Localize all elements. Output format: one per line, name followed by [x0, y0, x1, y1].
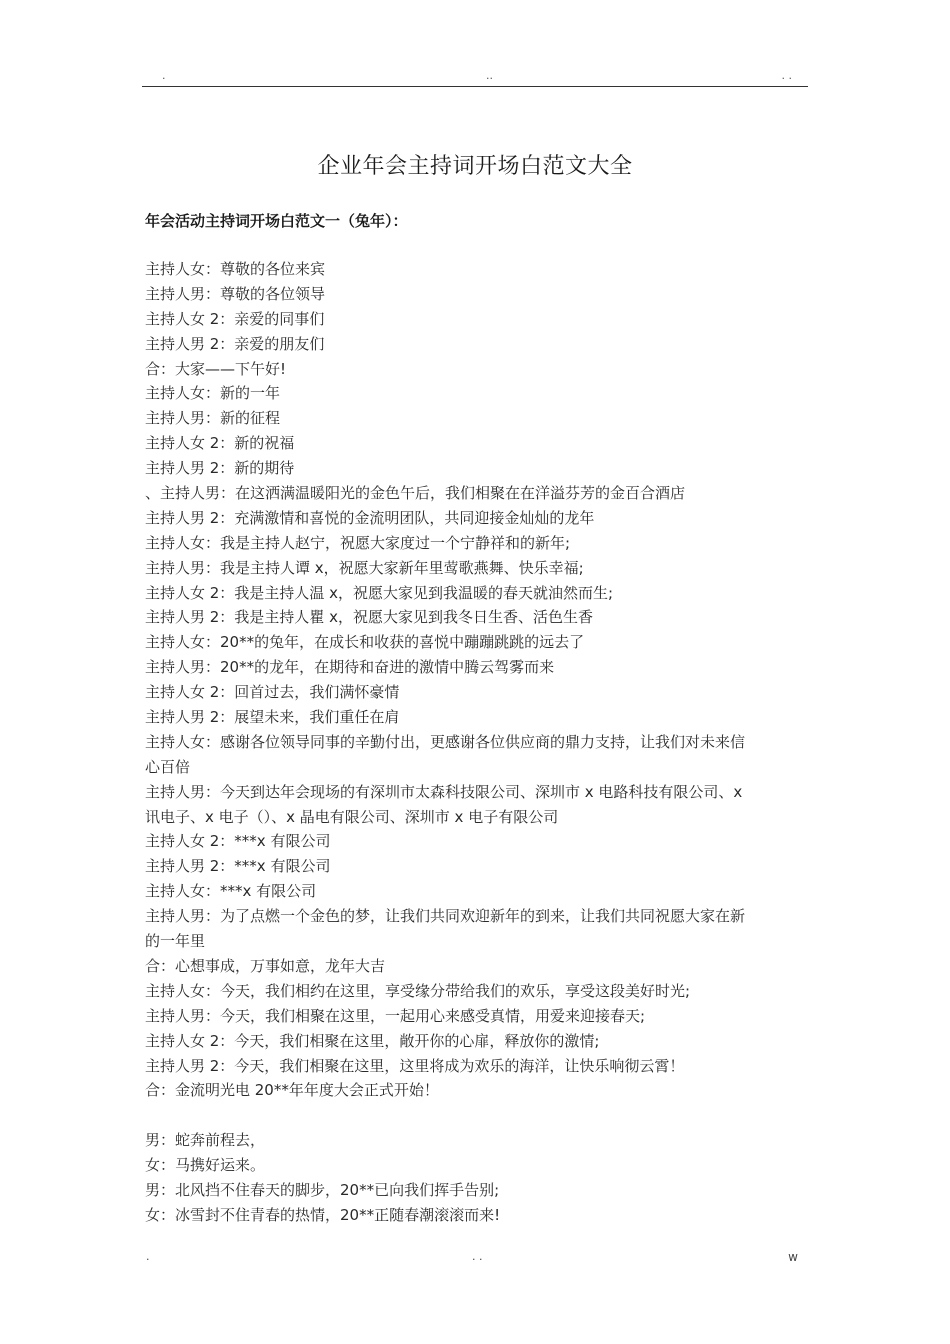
script-line: 主持人女 2：***x 有限公司 — [145, 832, 331, 851]
script-line: 主持人男：今天，我们相聚在这里，一起用心来感受真情，用爱来迎接春天; — [145, 1006, 646, 1025]
script-line: 主持人女 2：亲爱的同事们 — [145, 309, 325, 328]
script-line: 的一年里 — [145, 932, 206, 951]
script-line: 主持人女：我是主持人赵宁，祝愿大家度过一个宁静祥和的新年; — [145, 533, 571, 552]
script-line: 主持人女：20**的兔年，在成长和收获的喜悦中蹦蹦跳跳的远去了 — [145, 633, 585, 652]
script-line: 主持人女 2：回首过去，我们满怀豪情 — [145, 683, 400, 702]
script-line: 主持人女 2：新的祝福 — [145, 434, 295, 453]
document-title: 企业年会主持词开场白范文大全 — [317, 154, 633, 179]
footer-right-mark: w — [788, 1250, 798, 1264]
script-line: 心百倍 — [145, 757, 191, 776]
script-line: 主持人男：今天到达年会现场的有深圳市太森科技限公司、深圳市 x 电路科技有限公司、x — [145, 782, 743, 801]
page-header — [142, 66, 808, 87]
script-line: 讯电子、x 电子（）、x 晶电有限公司、深圳市 x 电子有限公司 — [145, 807, 559, 826]
footer-left-mark: . — [146, 1250, 150, 1263]
section-heading: 年会活动主持词开场白范文一（兔年）： — [145, 212, 408, 230]
script-line: 主持人男 2：***x 有限公司 — [145, 857, 331, 876]
script-line: 主持人女：今天，我们相约在这里，享受缘分带给我们的欢乐，享受这段美好时光; — [145, 981, 691, 1000]
script-line: 男：北风挡不住春天的脚步，20**已向我们挥手告别; — [145, 1180, 500, 1199]
script-line: 合：心想事成，万事如意，龙年大吉 — [145, 956, 386, 975]
script-line: 主持人男 2：亲爱的朋友们 — [145, 334, 325, 353]
script-line: 男：蛇奔前程去， — [145, 1131, 266, 1150]
blank-line — [145, 1103, 810, 1128]
script-line: 主持人男：为了点燃一个金色的梦，让我们共同欢迎新年的到来，让我们共同祝愿大家在新 — [145, 907, 746, 926]
script-line: 主持人女：感谢各位领导同事的辛勤付出，更感谢各位供应商的鼎力支持，让我们对未来信 — [145, 732, 746, 751]
script-line: 主持人男 2：我是主持人瞿 x，祝愿大家见到我冬日生香、活色生香 — [145, 608, 593, 627]
script-line: 主持人男：20**的龙年，在期待和奋进的激情中腾云驾雾而来 — [145, 658, 555, 677]
script-line: 女：马携好运来。 — [145, 1156, 266, 1175]
script-line: 女：冰雪封不住青春的热情，20**正随春潮滚滚而来! — [145, 1205, 501, 1224]
script-line: 主持人女 2：今天，我们相聚在这里，敞开你的心扉，释放你的激情; — [145, 1031, 600, 1050]
script-line: 主持人女：***x 有限公司 — [145, 882, 317, 901]
script-line: 主持人男 2：展望未来，我们重任在肩 — [145, 708, 400, 727]
script-line: 合：大家——下午好! — [145, 359, 287, 378]
page-footer — [142, 1248, 808, 1268]
header-center-mark: .. — [486, 69, 493, 82]
script-line: 主持人女：尊敬的各位来宾 — [145, 260, 326, 278]
header-left-mark: . — [162, 69, 166, 82]
script-line: 、主持人男：在这洒满温暖阳光的金色午后，我们相聚在在洋溢芬芳的金百合酒店 — [145, 484, 686, 503]
script-line: 主持人女：新的一年 — [145, 384, 281, 403]
script-line: 主持人男 2：新的期待 — [145, 459, 295, 478]
script-line: 主持人男 2：充满激情和喜悦的金流明团队，共同迎接金灿灿的龙年 — [145, 508, 595, 527]
script-line: 主持人男：我是主持人谭 x，祝愿大家新年里莺歌燕舞、快乐幸福; — [145, 558, 584, 577]
script-line: 合：金流明光电 20**年年度大会正式开始！ — [145, 1081, 439, 1100]
header-right-mark: . . — [781, 69, 792, 82]
script-line: 主持人男：尊敬的各位领导 — [145, 284, 326, 303]
script-line: 主持人男：新的征程 — [145, 409, 281, 428]
script-line: 主持人女 2：我是主持人温 x，祝愿大家见到我温暖的春天就油然而生; — [145, 583, 614, 602]
script-body — [145, 257, 810, 1228]
footer-center-mark: . . — [472, 1250, 483, 1263]
script-line: 主持人男 2：今天，我们相聚在这里，这里将成为欢乐的海洋，让快乐响彻云霄！ — [145, 1056, 685, 1075]
